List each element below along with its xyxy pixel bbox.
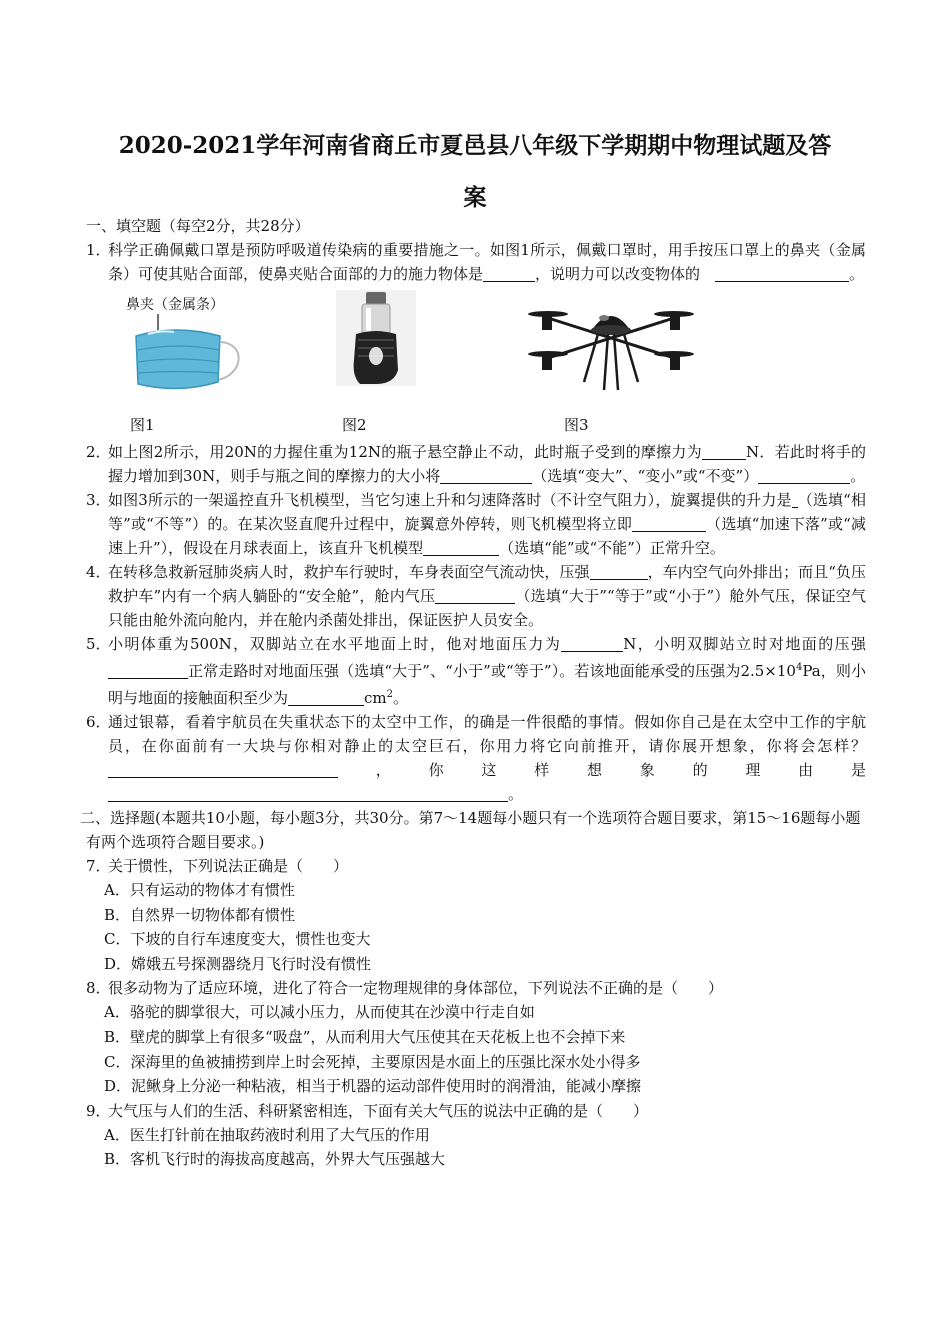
answer-blank[interactable] <box>483 265 535 282</box>
question-text: （选填“能”或“不能”）正常升空。 <box>499 539 725 557</box>
answer-blank[interactable] <box>702 443 746 460</box>
question-7 <box>86 854 866 878</box>
question-4 <box>86 560 866 632</box>
question-number: 5． <box>86 635 111 653</box>
question-6 <box>86 710 866 806</box>
answer-blank[interactable] <box>632 515 706 532</box>
option-a[interactable]: A．只有运动的物体才有惯性 <box>104 881 295 899</box>
question-number: 7． <box>86 857 111 875</box>
answer-blank[interactable] <box>108 662 188 679</box>
option-a[interactable]: A．骆驼的脚掌很大，可以减小压力，从而使其在沙漠中行走自如 <box>104 1003 535 1022</box>
question-text: 通过银幕，看着宇航员在失重状态下的太空中工作，的确是一件很酷的事情。假如你自己是在太空中工作的宇航员，在你面前有一大块与你相对静止的太空巨石，你用力将它向前推开，请你展开想象，你将会怎样？ <box>108 713 866 755</box>
option-d[interactable]: D．泥鳅身上分泌一种粘液，相当于机器的运动部件使用时的润滑油，能减小摩擦 <box>104 1077 642 1096</box>
answer-blank[interactable] <box>423 539 499 556</box>
question-text: （选填“变大”、“变小”或“不变”） <box>532 467 759 485</box>
nose-clip-label: 鼻夹（金属条） <box>126 297 224 313</box>
question-text: 如上图2所示，用20N的力握住重为12N的瓶子悬空静止不动，此时瓶子受到的摩擦力为 <box>108 443 702 461</box>
question-8 <box>86 976 866 1000</box>
section-1-heading: 一、填空题（每空2分，共28分） <box>86 217 310 235</box>
question-text: 在转移急救新冠肺炎病人时，救护车行驶时，车身表面空气流动快，压强 <box>108 563 590 581</box>
answer-blank[interactable] <box>440 467 532 484</box>
quadcopter-drone-photo-icon <box>526 290 696 400</box>
question-text: 正常走路时对地面压强（选填“大于”、“小于”或“等于”）。若该地面能承受的压强为2.5×10 <box>188 662 796 680</box>
figure-captions <box>86 414 866 440</box>
question-number: 8． <box>86 979 111 998</box>
option-d[interactable]: D．嫦娥五号探测器绕月飞行时没有惯性 <box>104 954 372 973</box>
question-3 <box>86 488 866 560</box>
question-text: Pa，则小明与地面的接触面积至少为 <box>108 662 866 707</box>
figure-3-caption: 图3 <box>564 416 589 434</box>
question-number: 6． <box>86 713 111 731</box>
question-5 <box>86 632 866 710</box>
figure-2-caption: 图2 <box>342 416 367 434</box>
question-text: （选填“大于”“等于”或“小于”）舱外气压，保证空气只能由舱外流向舱内，并在舱内杀菌处排出，保证医护人员安全。 <box>108 587 866 629</box>
option-a[interactable]: A．医生打针前在抽取药液时利用了大气压的作用 <box>104 1125 430 1144</box>
question-text: 如图3所示的一架遥控直升飞机模型，当它匀速上升和匀速降落时（不计空气阻力），旋翼提供的升力是 <box>108 491 792 509</box>
question-number: 1． <box>86 241 111 259</box>
answer-blank[interactable] <box>590 563 648 580</box>
exponent: 4 <box>795 662 803 673</box>
question-9 <box>86 1099 866 1123</box>
question-text: 。 <box>849 265 865 283</box>
question-stem: 大气压与人们的生活、科研紧密相连，下面有关大气压的说法中正确的是（ ） <box>108 1101 649 1120</box>
question-text: N，小明双脚站立时对地面的压强 <box>623 635 866 653</box>
option-b[interactable]: B．客机飞行时的海拔高度越高，外界大气压强越大 <box>104 1150 446 1169</box>
question-text: ，说明力可以改变物体的 <box>535 265 701 283</box>
answer-blank[interactable] <box>108 785 508 802</box>
question-text: 。 <box>393 689 409 707</box>
question-stem: 很多动物为了适应环境，进化了符合一定物理规律的身体部位，下列说法不正确的是（ ） <box>108 979 724 998</box>
option-b[interactable]: B．自然界一切物体都有惯性 <box>104 905 296 924</box>
answer-blank[interactable] <box>561 635 623 652</box>
figure-1-caption: 图1 <box>130 416 155 434</box>
answer-blank[interactable] <box>758 467 850 484</box>
title-line-2: 案 <box>463 184 487 211</box>
question-text: 。 <box>850 467 866 485</box>
question-1 <box>86 238 866 286</box>
answer-blank[interactable] <box>435 587 515 604</box>
figure-2 <box>336 290 416 386</box>
option-c[interactable]: C．深海里的鱼被捕捞到岸上时会死掉，主要原因是水面上的压强比深水处小得多 <box>104 1052 641 1071</box>
question-text: （选填“相等”或“不等”）的。在某次竖直爬升过程中，旋翼意外停转，则飞机模型将立即 <box>108 491 866 533</box>
exam-content <box>80 214 866 1172</box>
answer-blank[interactable] <box>288 689 364 706</box>
question-text: ，你这样想象的理由是 <box>338 761 866 779</box>
hand-holding-bottle-photo-icon <box>336 290 416 386</box>
section-2-heading: 二、选择题(本题共10小题，每小题3分，共30分。第7～14题每小题只有一个选项符合题目要求，第15～16题每小题有两个选项符合题目要求。) <box>80 809 861 851</box>
question-number: 9． <box>86 1101 111 1120</box>
question-text: N．若此时将手的握力增加到30N，则手与瓶之间的摩擦力的大小将 <box>108 443 866 485</box>
question-stem: 关于惯性，下列说法正确是（ ） <box>108 857 349 875</box>
option-b[interactable]: B．壁虎的脚掌上有很多“吸盘”，从而利用大气压使其在天花板上也不会掉下来 <box>104 1027 626 1046</box>
option-c[interactable]: C．下坡的自行车速度变大，惯性也变大 <box>104 930 371 949</box>
title-line-1: 2020-2021学年河南省商丘市夏邑县八年级下学期期中物理试题及答 <box>118 132 832 159</box>
document-title <box>60 120 890 224</box>
answer-blank[interactable] <box>108 761 338 778</box>
figure-3 <box>526 290 696 400</box>
question-number: 2． <box>86 443 111 461</box>
question-number: 4． <box>86 563 111 581</box>
question-2 <box>86 440 866 488</box>
figure-1 <box>126 294 246 406</box>
figure-row <box>86 294 866 414</box>
question-text: （选填“加速下落”或“减速上升”），假设在月球表面上，该直升飞机模型 <box>108 515 866 557</box>
question-text: 小明体重为500N，双脚站立在水平地面上时，他对地面压力为 <box>108 635 562 653</box>
question-text: ，车内空气向外排出；而且“负压救护车”内有一个病人躺卧的“安全舱”，舱内气压 <box>108 563 866 605</box>
unit-text: cm <box>364 689 387 707</box>
answer-blank[interactable] <box>715 265 849 282</box>
question-text: 。 <box>508 785 524 803</box>
question-text: 科学正确佩戴口罩是预防呼吸道传染病的重要措施之一。如图1所示，佩戴口罩时，用手按压口罩上的鼻夹（金属条）可使其贴合面部，使鼻夹贴合面部的力的施力物体是 <box>108 241 866 283</box>
exponent: 2 <box>386 689 394 700</box>
question-number: 3． <box>86 491 111 509</box>
